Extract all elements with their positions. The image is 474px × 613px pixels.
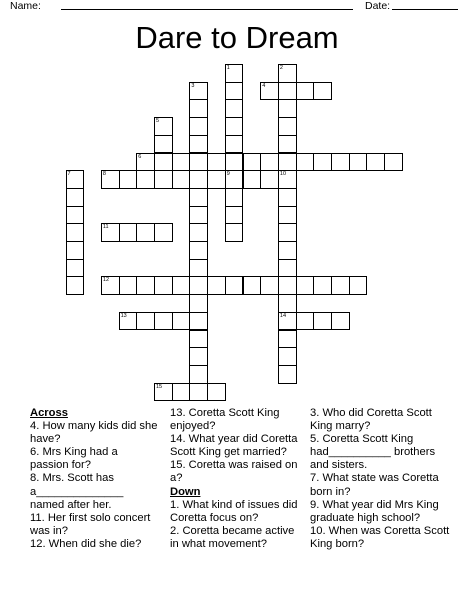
grid-cell[interactable] xyxy=(101,170,120,189)
grid-cell[interactable] xyxy=(136,170,155,189)
clue-across-14: 14. What year did Coretta Scott King get married? xyxy=(170,433,298,459)
grid-cell[interactable] xyxy=(260,153,279,172)
grid-cell[interactable] xyxy=(154,117,173,136)
grid-cell[interactable] xyxy=(189,276,208,295)
grid-cell[interactable] xyxy=(172,383,191,402)
clue-across-11: 11. Her first solo concert was in? xyxy=(30,511,151,537)
grid-cell[interactable] xyxy=(331,153,350,172)
name-label: Name: xyxy=(10,0,41,12)
clue-number: 14 xyxy=(279,312,287,319)
grid-cell[interactable] xyxy=(278,135,297,154)
clues-column-1 xyxy=(30,407,158,551)
grid-cell[interactable] xyxy=(189,294,208,313)
grid-cell[interactable] xyxy=(136,153,155,172)
grid-cell[interactable] xyxy=(296,312,315,331)
grid-cell[interactable] xyxy=(119,170,138,189)
clue-across-4: 4. How many kids did she have? xyxy=(30,420,158,446)
grid-cell[interactable] xyxy=(189,170,208,189)
grid-cell[interactable] xyxy=(225,135,244,154)
grid-cell[interactable] xyxy=(243,153,262,172)
grid-cell[interactable] xyxy=(278,294,297,313)
grid-cell[interactable] xyxy=(119,312,138,331)
clue-across-15: 15. Coretta was raised on a? xyxy=(170,459,298,485)
grid-cell[interactable] xyxy=(189,383,208,402)
grid-cell[interactable] xyxy=(331,312,350,331)
grid-cell[interactable] xyxy=(313,312,332,331)
clue-across-6: 6. Mrs King had a passion for? xyxy=(30,446,118,472)
grid-cell[interactable] xyxy=(119,223,138,242)
grid-cell[interactable] xyxy=(101,276,120,295)
clue-down-2: 2. Coretta became active in what movement? xyxy=(170,524,295,550)
grid-cell[interactable] xyxy=(243,276,262,295)
grid-cell[interactable] xyxy=(313,153,332,172)
grid-cell[interactable] xyxy=(119,276,138,295)
grid-cell[interactable] xyxy=(331,276,350,295)
grid-cell[interactable] xyxy=(154,153,173,172)
grid-cell[interactable] xyxy=(260,276,279,295)
grid-cell[interactable] xyxy=(207,276,226,295)
grid-cell[interactable] xyxy=(260,170,279,189)
grid-cell[interactable] xyxy=(278,330,297,349)
grid-cell[interactable] xyxy=(278,223,297,242)
grid-cell[interactable] xyxy=(225,170,244,189)
grid-cell[interactable] xyxy=(189,259,208,278)
grid-cell[interactable] xyxy=(66,241,85,260)
grid-cell[interactable] xyxy=(136,223,155,242)
grid-cell[interactable] xyxy=(66,259,85,278)
grid-cell[interactable] xyxy=(66,276,85,295)
grid-cell[interactable] xyxy=(189,347,208,366)
clue-number: 6 xyxy=(138,153,142,160)
grid-cell[interactable] xyxy=(313,82,332,101)
clue-number: 7 xyxy=(67,171,71,178)
grid-cell[interactable] xyxy=(278,99,297,118)
grid-cell[interactable] xyxy=(278,347,297,366)
clue-number: 9 xyxy=(226,171,230,178)
grid-cell[interactable] xyxy=(278,241,297,260)
clue-number: 15 xyxy=(156,383,163,390)
grid-cell[interactable] xyxy=(189,99,208,118)
clue-across-12: 12. When did she die? xyxy=(30,537,142,550)
clue-down-9: 9. What year did Mrs King graduate high school? xyxy=(310,498,439,524)
grid-cell[interactable] xyxy=(172,312,191,331)
grid-cell[interactable] xyxy=(278,188,297,207)
grid-cell[interactable] xyxy=(66,188,85,207)
grid-cell[interactable] xyxy=(66,223,85,242)
clue-number: 2 xyxy=(279,65,283,71)
grid-cell[interactable] xyxy=(278,82,297,101)
grid-cell[interactable] xyxy=(189,135,208,154)
clues-column-3 xyxy=(310,407,450,551)
grid-cell[interactable] xyxy=(278,276,297,295)
grid-cell[interactable] xyxy=(172,153,191,172)
grid-cell[interactable] xyxy=(349,153,368,172)
clue-number: 11 xyxy=(102,224,109,231)
grid-cell[interactable] xyxy=(189,330,208,349)
page-title: Dare to Dream xyxy=(135,20,339,55)
grid-cell[interactable] xyxy=(260,82,279,101)
grid-cell[interactable] xyxy=(296,153,315,172)
grid-cell[interactable] xyxy=(278,259,297,278)
grid-cell[interactable] xyxy=(225,99,244,118)
grid-cell[interactable] xyxy=(278,206,297,225)
clue-down-5: 5. Coretta Scott King had__________ brothers and sisters. xyxy=(310,433,436,472)
grid-cell[interactable] xyxy=(225,153,244,172)
grid-cell[interactable] xyxy=(296,82,315,101)
grid-cell[interactable] xyxy=(154,312,173,331)
clue-across-8: 8. Mrs. Scott has a______________ named after her. xyxy=(30,472,124,511)
grid-cell[interactable] xyxy=(225,64,244,83)
grid-cell[interactable] xyxy=(366,153,385,172)
grid-cell[interactable] xyxy=(278,64,297,83)
grid-cell[interactable] xyxy=(225,82,244,101)
grid-cell[interactable] xyxy=(172,170,191,189)
clue-number: 4 xyxy=(262,82,266,89)
grid-cell[interactable] xyxy=(101,223,120,242)
clue-number: 12 xyxy=(102,277,110,284)
grid-cell[interactable] xyxy=(136,312,155,331)
grid-cell[interactable] xyxy=(189,312,208,331)
grid-cell[interactable] xyxy=(278,170,297,189)
grid-cell[interactable] xyxy=(172,276,191,295)
grid-cell[interactable] xyxy=(384,153,403,172)
clue-down-7: 7. What state was Coretta born in? xyxy=(310,472,439,498)
grid-cell[interactable] xyxy=(225,223,244,242)
clue-down-1: 1. What kind of issues did Coretta focus on? xyxy=(170,498,298,524)
clue-number: 1 xyxy=(226,65,230,71)
grid-cell[interactable] xyxy=(207,153,226,172)
grid-cell[interactable] xyxy=(296,276,315,295)
grid-cell[interactable] xyxy=(66,170,85,189)
across-heading: Across xyxy=(30,407,68,419)
grid-cell[interactable] xyxy=(225,206,244,225)
grid-cell[interactable] xyxy=(189,365,208,384)
grid-cell[interactable] xyxy=(136,276,155,295)
grid-cell[interactable] xyxy=(349,276,368,295)
grid-cell[interactable] xyxy=(189,82,208,101)
down-heading: Down xyxy=(170,485,201,498)
grid-cell[interactable] xyxy=(189,153,208,172)
grid-cell[interactable] xyxy=(278,153,297,172)
clue-down-3: 3. Who did Coretta Scott King marry? xyxy=(310,407,432,433)
clue-number: 5 xyxy=(156,118,160,125)
grid-cell[interactable] xyxy=(225,276,244,295)
grid-cell[interactable] xyxy=(207,170,226,189)
date-label: Date: xyxy=(365,0,391,12)
grid-cell[interactable] xyxy=(189,223,208,242)
grid-cell[interactable] xyxy=(278,117,297,136)
grid-cell[interactable] xyxy=(189,117,208,136)
grid-cell[interactable] xyxy=(189,241,208,260)
grid-cell[interactable] xyxy=(278,365,297,384)
grid-cell[interactable] xyxy=(154,383,173,402)
grid-cell[interactable] xyxy=(278,312,297,331)
clue-number: 10 xyxy=(279,171,287,178)
clue-number: 13 xyxy=(120,312,127,319)
clue-across-13: 13. Coretta Scott King enjoyed? xyxy=(170,407,280,433)
clue-down-10: 10. When was Coretta Scott King born? xyxy=(310,524,450,550)
grid-cell[interactable] xyxy=(189,188,208,207)
grid-cell[interactable] xyxy=(154,223,173,242)
grid-cell[interactable] xyxy=(66,206,85,225)
clues-column-2 xyxy=(170,407,306,551)
grid-cell[interactable] xyxy=(154,276,173,295)
grid-cell[interactable] xyxy=(154,135,173,154)
grid-cell[interactable] xyxy=(189,206,208,225)
grid-cell[interactable] xyxy=(243,170,262,189)
grid-cell[interactable] xyxy=(225,117,244,136)
grid-cell[interactable] xyxy=(225,188,244,207)
clue-number: 8 xyxy=(102,171,106,178)
grid-cell[interactable] xyxy=(313,276,332,295)
clue-number: 3 xyxy=(191,82,195,89)
grid-cell[interactable] xyxy=(207,383,226,402)
grid-cell[interactable] xyxy=(154,170,173,189)
